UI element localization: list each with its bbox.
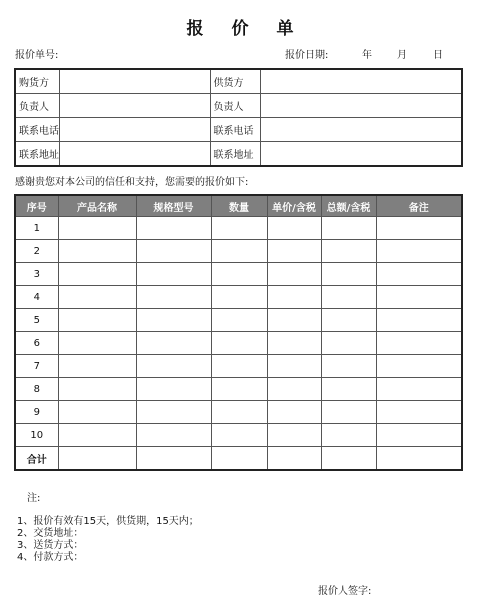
info-label: 负责人 <box>210 94 260 118</box>
info-label: 负责人 <box>15 94 59 118</box>
table-cell[interactable] <box>376 401 462 424</box>
day-label: 日 <box>433 50 443 61</box>
note-item: 3、送货方式： <box>17 540 84 551</box>
table-cell[interactable] <box>321 263 376 286</box>
quote-date-label: 报价日期: <box>285 50 329 61</box>
table-cell[interactable] <box>376 309 462 332</box>
info-row <box>15 118 462 142</box>
table-cell[interactable] <box>211 286 267 309</box>
title-char: 单 <box>276 19 294 39</box>
table-cell[interactable] <box>211 447 267 471</box>
table-row <box>15 286 462 309</box>
table-cell[interactable] <box>211 355 267 378</box>
table-cell[interactable] <box>321 378 376 401</box>
table-cell[interactable] <box>58 424 136 447</box>
info-row <box>15 94 462 118</box>
table-cell[interactable] <box>58 401 136 424</box>
row-number: 2 <box>15 240 58 263</box>
column-header: 数量 <box>211 195 267 217</box>
table-cell[interactable] <box>58 447 136 471</box>
info-value-cell[interactable] <box>59 69 210 94</box>
table-cell[interactable] <box>136 332 211 355</box>
table-cell[interactable] <box>136 447 211 471</box>
table-cell[interactable] <box>321 424 376 447</box>
signature-label: 报价人签字: <box>318 586 372 597</box>
table-cell[interactable] <box>376 240 462 263</box>
table-cell[interactable] <box>136 263 211 286</box>
table-cell[interactable] <box>211 378 267 401</box>
table-cell[interactable] <box>58 355 136 378</box>
column-header: 产品名称 <box>58 195 136 217</box>
info-value-cell[interactable] <box>59 94 210 118</box>
table-cell[interactable] <box>267 332 321 355</box>
table-cell[interactable] <box>58 332 136 355</box>
info-row <box>15 142 462 167</box>
table-cell[interactable] <box>136 424 211 447</box>
table-cell[interactable] <box>211 217 267 240</box>
table-cell[interactable] <box>267 355 321 378</box>
table-cell[interactable] <box>58 309 136 332</box>
table-cell[interactable] <box>267 263 321 286</box>
info-value-cell[interactable] <box>59 142 210 167</box>
row-number: 1 <box>15 217 58 240</box>
note-item: 1、报价有效有15天，供货期，15天内； <box>17 516 199 527</box>
table-cell[interactable] <box>58 263 136 286</box>
row-number: 3 <box>15 263 58 286</box>
table-cell[interactable] <box>267 286 321 309</box>
table-row <box>15 355 462 378</box>
row-number: 4 <box>15 286 58 309</box>
table-cell[interactable] <box>136 217 211 240</box>
table-cell[interactable] <box>376 447 462 471</box>
info-label: 供货方 <box>210 69 260 94</box>
table-cell[interactable] <box>267 401 321 424</box>
table-cell[interactable] <box>321 309 376 332</box>
table-cell[interactable] <box>136 401 211 424</box>
items-header-row <box>15 195 462 217</box>
month-label: 月 <box>397 50 407 61</box>
table-cell[interactable] <box>211 309 267 332</box>
row-number: 9 <box>15 401 58 424</box>
table-cell[interactable] <box>211 424 267 447</box>
info-label: 联系电话 <box>210 118 260 142</box>
column-header: 序号 <box>15 195 58 217</box>
table-row <box>15 263 462 286</box>
table-cell[interactable] <box>58 240 136 263</box>
table-row <box>15 378 462 401</box>
table-row <box>15 401 462 424</box>
info-label: 联系电话 <box>15 118 59 142</box>
info-label: 购货方 <box>15 69 59 94</box>
row-number: 6 <box>15 332 58 355</box>
title-char: 价 <box>231 19 249 39</box>
column-header: 单价/含税 <box>267 195 321 217</box>
table-cell[interactable] <box>321 240 376 263</box>
info-value-cell[interactable] <box>59 118 210 142</box>
table-cell[interactable] <box>376 217 462 240</box>
info-label: 联系地址 <box>210 142 260 167</box>
note-item: 2、交货地址： <box>17 528 84 539</box>
table-cell[interactable] <box>267 378 321 401</box>
table-cell[interactable] <box>136 355 211 378</box>
table-cell[interactable] <box>136 286 211 309</box>
row-number: 5 <box>15 309 58 332</box>
year-label: 年 <box>362 50 372 61</box>
table-row <box>15 424 462 447</box>
table-cell[interactable] <box>211 240 267 263</box>
table-cell[interactable] <box>267 447 321 471</box>
table-cell[interactable] <box>136 309 211 332</box>
table-cell[interactable] <box>321 217 376 240</box>
table-cell[interactable] <box>376 263 462 286</box>
info-value-cell[interactable] <box>260 69 462 94</box>
row-number: 8 <box>15 378 58 401</box>
table-cell[interactable] <box>267 240 321 263</box>
column-header: 总额/含税 <box>321 195 376 217</box>
note-label: 注: <box>27 493 41 504</box>
note-item: 4、付款方式： <box>17 552 84 563</box>
quote-number-label: 报价单号: <box>15 50 59 61</box>
document-title <box>0 14 480 39</box>
table-cell[interactable] <box>376 355 462 378</box>
table-row <box>15 309 462 332</box>
notes-list <box>17 516 199 564</box>
table-cell[interactable] <box>136 378 211 401</box>
table-cell[interactable] <box>211 401 267 424</box>
table-row <box>15 240 462 263</box>
info-value-cell[interactable] <box>260 118 462 142</box>
table-cell[interactable] <box>267 424 321 447</box>
column-header: 规格型号 <box>136 195 211 217</box>
table-cell[interactable] <box>321 447 376 471</box>
total-label: 合计 <box>15 447 58 471</box>
table-cell[interactable] <box>376 286 462 309</box>
table-cell[interactable] <box>136 240 211 263</box>
column-header: 备注 <box>376 195 462 217</box>
info-row <box>15 69 462 94</box>
total-row <box>15 447 462 471</box>
items-table <box>14 194 463 471</box>
table-row <box>15 217 462 240</box>
table-cell[interactable] <box>321 332 376 355</box>
info-value-cell[interactable] <box>260 142 462 167</box>
table-cell[interactable] <box>211 332 267 355</box>
table-cell[interactable] <box>321 355 376 378</box>
row-number: 10 <box>15 424 58 447</box>
table-cell[interactable] <box>267 309 321 332</box>
table-cell[interactable] <box>376 332 462 355</box>
table-cell[interactable] <box>58 286 136 309</box>
table-cell[interactable] <box>321 286 376 309</box>
table-cell[interactable] <box>267 217 321 240</box>
intro-text: 感谢贵您对本公司的信任和支持，您需要的报价如下: <box>15 177 249 188</box>
info-label: 联系地址 <box>15 142 59 167</box>
info-value-cell[interactable] <box>260 94 462 118</box>
table-row <box>15 332 462 355</box>
row-number: 7 <box>15 355 58 378</box>
party-info-table <box>14 68 463 167</box>
title-char: 报 <box>186 19 204 39</box>
table-cell[interactable] <box>321 401 376 424</box>
table-cell[interactable] <box>58 378 136 401</box>
table-cell[interactable] <box>376 378 462 401</box>
table-cell[interactable] <box>58 217 136 240</box>
table-cell[interactable] <box>376 424 462 447</box>
table-cell[interactable] <box>211 263 267 286</box>
